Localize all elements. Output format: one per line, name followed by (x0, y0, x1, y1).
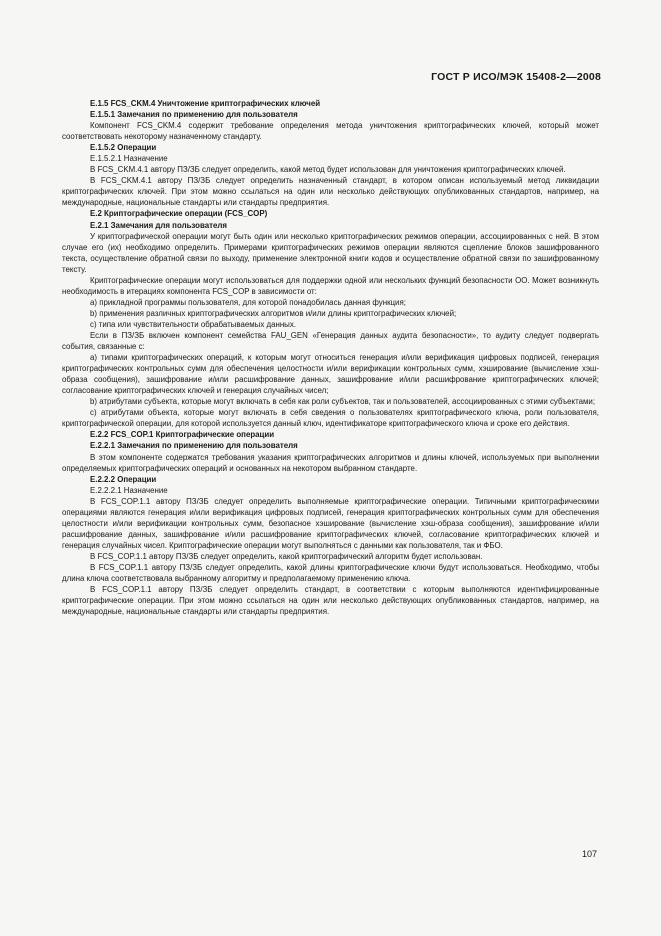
body-paragraph: В FCS_COP.1.1 автору ПЗ/ЗБ следует определить, какой длины криптографические ключи будут использоваться. Необходимо, чтобы длина ключа соответствовала выбранному алгоритму и предполагаемому применению ключа. (62, 562, 599, 584)
subsection-heading: E.1.5.2 Операции (90, 143, 157, 153)
list-item: b) применения различных криптографических алгоритмов и/или длины криптографических ключей; (90, 308, 457, 318)
list-item: c) атрибутами объекта, которые могут включать в себя сведения о пользователях криптографического ключа, роли пользователя, криптографической операции, для которой используется данный ключ, идентификаторе криптографического ключа и сроке его действия. (62, 408, 599, 429)
list-item: b) атрибутами субъекта, которые могут включать в себя как роли субъектов, так и пользователей, ассоциированных с этими субъектами; (90, 397, 596, 407)
section-heading: E.1.5 FCS_CKM.4 Уничтожение криптографических ключей (90, 99, 321, 108)
list-item: a) типами криптографических операций, к которым могут относиться генерация и/или верификация цифровых подписей, генерация криптографических контрольных сумм для обеспечения целостности и/или верификации контрольных сумм, хэширование (вычисление хэш-образа сообщения), зашифрование и/или расшифрование данных, зашифрование и/или расшифрование криптографических ключей; согласование криптографических ключей и генерация случайных чисел; (62, 353, 599, 396)
subsection-heading: E.2.2.1 Замечания по применению для пользователя (90, 441, 298, 451)
body-paragraph: Компонент FCS_CKM.4 содержит требование определения метода уничтожения криптографических ключей, который может соответствовать некоторому назначенному стандарту. (62, 121, 599, 142)
clause-label: E.1.5.2.1 Назначение (90, 154, 168, 164)
section-heading: E.2.2 FCS_COP.1 Криптографические операции (90, 430, 275, 440)
clause-label: E.2.2.2.1 Назначение (90, 485, 168, 495)
subsection-heading: E.1.5.1 Замечания по применению для пользователя (90, 110, 298, 120)
body-paragraph: В FCS_COP.1.1 автору ПЗ/ЗБ следует определить выполняемые криптографические операции. Типичными криптографическими операциями являются генерация и/или верификация цифровых подписей, генерация криптографических контрольных сумм для обеспечения целостности и/или верификации контрольных сумм, безопасное хэширование (вычисление хэш-образа сообщения), зашифрование и/или расшифрование данных, зашифрование и/или расшифрование криптографических ключей, согласование криптографических ключей и генерация случайных чисел. Криптографические операции могут выполняться с данными как пользователя, так и ФБО. (62, 496, 599, 550)
subsection-heading: E.2.1 Замечания для пользователя (90, 220, 227, 230)
body-paragraph: В FCS_CKM.4.1 автору ПЗ/ЗБ следует определить, какой метод будет использован для уничтожения криптографических ключей. (90, 165, 566, 175)
section-heading: E.2 Криптографические операции (FCS_COP) (90, 209, 268, 219)
body-paragraph: Криптографические операции могут использоваться для поддержки одной или нескольких функций безопасности ОО. Может возникнуть необходимость в итерациях компонента FCS_COP в зависимости от: (62, 275, 599, 296)
body-paragraph: Если в ПЗ/ЗБ включен компонент семейства FAU_GEN «Генерация данных аудита безопасности», то аудиту следует подвергать события, связанные с: (62, 330, 599, 352)
document-header: ГОСТ Р ИСО/МЭК 15408-2—2008 (431, 71, 601, 83)
body-paragraph: В этом компоненте содержатся требования указания криптографических алгоритмов и длины ключей, используемых при выполнении определяемых криптографических операций и основанных на некотором выбранном стандарте. (62, 452, 599, 473)
body-paragraph: В FCS_COP.1.1 автору ПЗ/ЗБ следует определить стандарт, в соответствии с которым выполняются идентифицированные криптографические операции. При этом можно ссылаться на один или несколько действующих опубликованных стандартов, например, на международные, национальные стандарты или стандарты предприятия. (62, 585, 599, 617)
list-item: c) типа или чувствительности обрабатываемых данных. (90, 319, 296, 329)
body-paragraph: У криптографической операции могут быть один или несколько криптографических режимов операции, ассоциированных с ней. В этом случае его (их) необходимо определить. Примерами криптографических режимов операции являются сцепление блоков зашифрованного текста, осуществление обратной связи по выходу, применение электронной книги кодов и осуществление обратной связи по зашифрованному тексту. (62, 231, 599, 274)
list-item: a) прикладной программы пользователя, для которой понадобилась данная функция; (90, 297, 406, 307)
page-number: 107 (581, 849, 597, 859)
document-body (62, 98, 599, 617)
body-paragraph: В FCS_CKM.4.1 автору ПЗ/ЗБ следует определить назначенный стандарт, в котором описан используемый метод ликвидации криптографических ключей. При этом можно ссылаться на один или несколько действующих опубликованных стандартов, например, на международные, национальные стандарты или стандарты предприятия. (62, 176, 599, 208)
body-paragraph: В FCS_COP.1.1 автору ПЗ/ЗБ следует определить, какой криптографический алгоритм будет использован. (90, 551, 483, 561)
subsection-heading: E.2.2.2 Операции (90, 474, 157, 484)
